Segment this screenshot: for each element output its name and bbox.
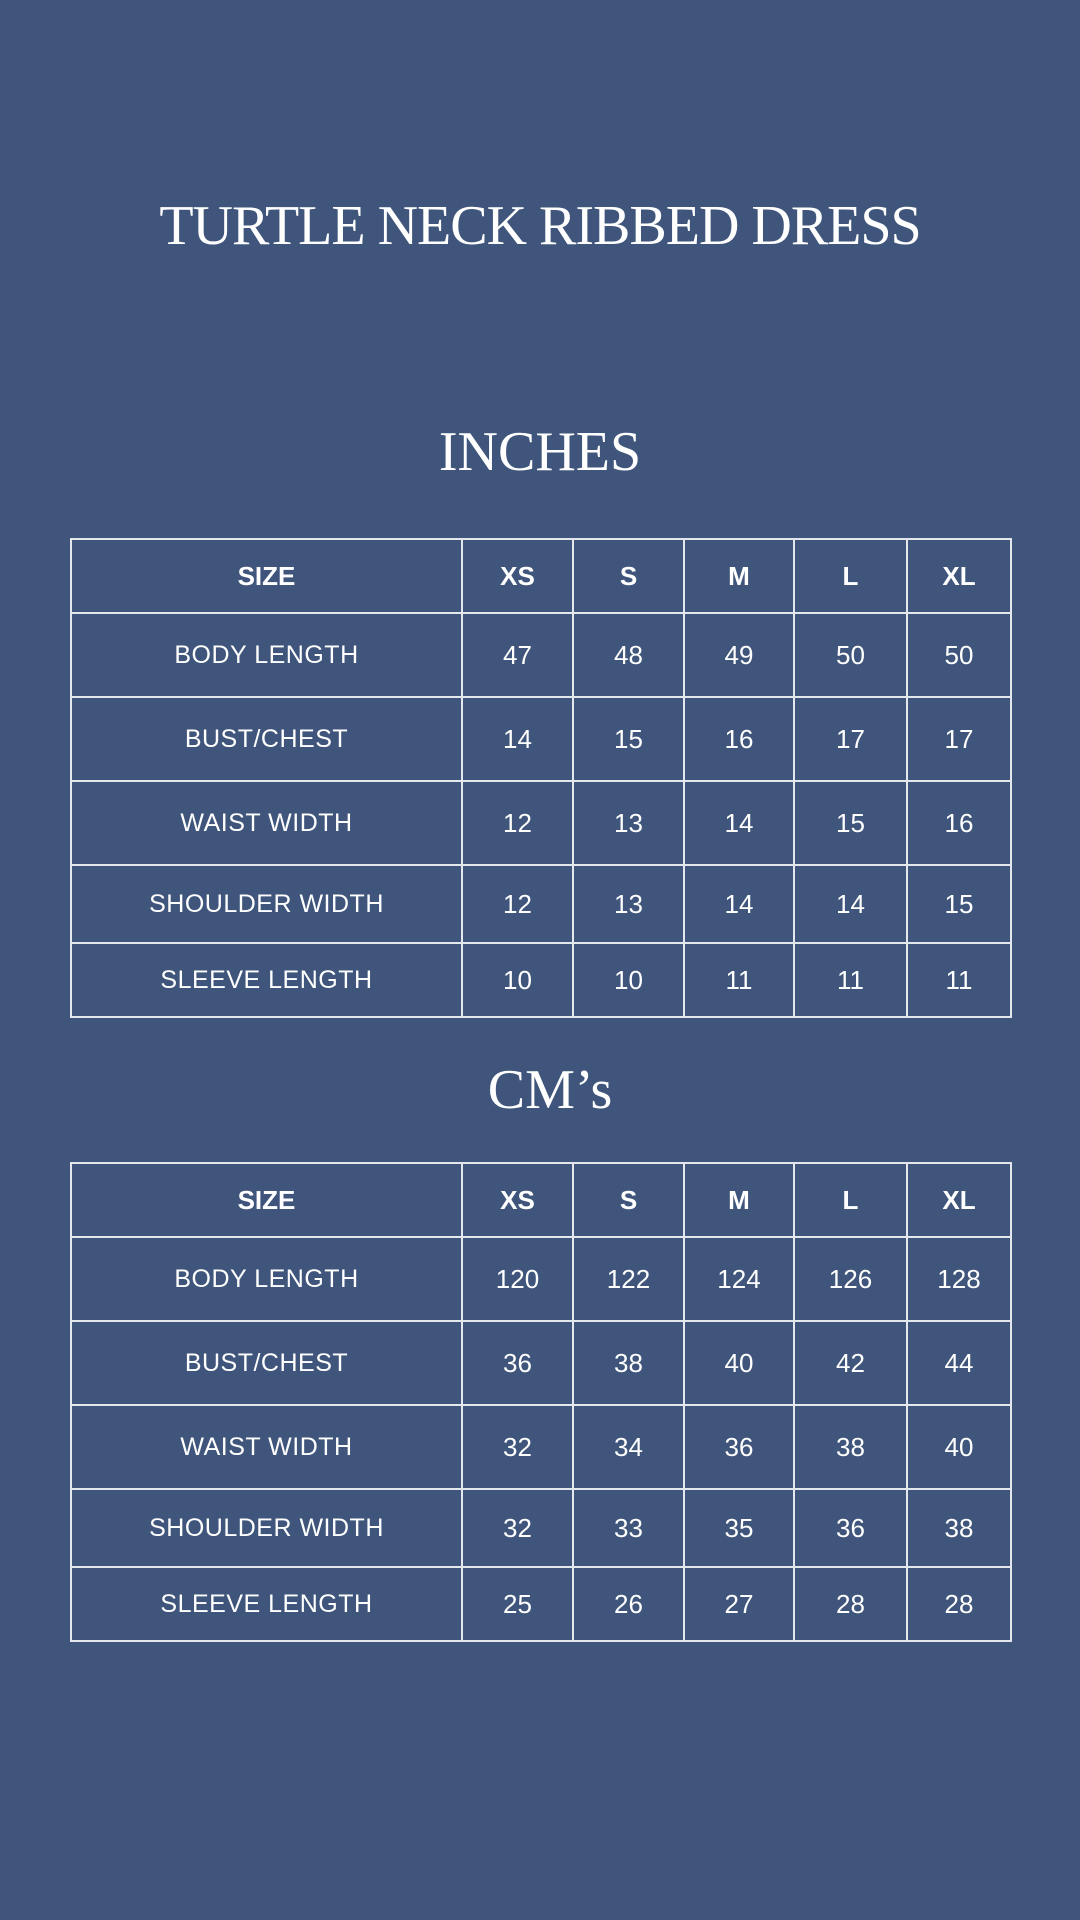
- header-cell-s: S: [573, 539, 684, 613]
- table-cell: 14: [684, 865, 794, 943]
- row-label: SLEEVE LENGTH: [71, 943, 462, 1017]
- table-cell: 40: [684, 1321, 794, 1405]
- table-cell: 13: [573, 781, 684, 865]
- header-cell-xs: XS: [462, 539, 573, 613]
- table-row: [71, 1237, 1011, 1321]
- header-cell-size: SIZE: [71, 539, 462, 613]
- table-cell: 26: [573, 1567, 684, 1641]
- table-cell: 15: [573, 697, 684, 781]
- table-cell: 32: [462, 1489, 573, 1567]
- row-label: WAIST WIDTH: [71, 781, 462, 865]
- table-cell: 44: [907, 1321, 1011, 1405]
- table-cell: 38: [907, 1489, 1011, 1567]
- table-header-row: [71, 539, 1011, 613]
- header-cell-l: L: [794, 539, 907, 613]
- table-cell: 11: [907, 943, 1011, 1017]
- table-cell: 38: [794, 1405, 907, 1489]
- table-cell: 50: [794, 613, 907, 697]
- table-row: [71, 613, 1011, 697]
- table-cell: 14: [462, 697, 573, 781]
- row-label: BUST/CHEST: [71, 1321, 462, 1405]
- table-cell: 15: [794, 781, 907, 865]
- row-label: BODY LENGTH: [71, 613, 462, 697]
- table-cell: 13: [573, 865, 684, 943]
- table-row: [71, 697, 1011, 781]
- table-cell: 124: [684, 1237, 794, 1321]
- table-cell: 35: [684, 1489, 794, 1567]
- row-label: BODY LENGTH: [71, 1237, 462, 1321]
- header-cell-size: SIZE: [71, 1163, 462, 1237]
- table-cell: 17: [794, 697, 907, 781]
- table-cell: 16: [907, 781, 1011, 865]
- table-cell: 120: [462, 1237, 573, 1321]
- table-cell: 122: [573, 1237, 684, 1321]
- header-cell-m: M: [684, 1163, 794, 1237]
- row-label: SLEEVE LENGTH: [71, 1567, 462, 1641]
- table-cell: 38: [573, 1321, 684, 1405]
- header-cell-s: S: [573, 1163, 684, 1237]
- table-cell: 36: [684, 1405, 794, 1489]
- page-title: TURTLE NECK RIBBED DRESS: [159, 195, 921, 257]
- header-cell-m: M: [684, 539, 794, 613]
- table-cell: 14: [684, 781, 794, 865]
- inches-size-table: [70, 538, 1012, 1018]
- table-cell: 34: [573, 1405, 684, 1489]
- table-row: [71, 865, 1011, 943]
- table-cell: 28: [907, 1567, 1011, 1641]
- table-cell: 47: [462, 613, 573, 697]
- table-cell: 17: [907, 697, 1011, 781]
- table-header-row: [71, 1163, 1011, 1237]
- table-cell: 36: [794, 1489, 907, 1567]
- header-cell-xs: XS: [462, 1163, 573, 1237]
- table-cell: 48: [573, 613, 684, 697]
- table-cell: 15: [907, 865, 1011, 943]
- header-cell-xl: XL: [907, 539, 1011, 613]
- table-row: [71, 943, 1011, 1017]
- row-label: SHOULDER WIDTH: [71, 865, 462, 943]
- table-cell: 11: [684, 943, 794, 1017]
- table-cell: 32: [462, 1405, 573, 1489]
- table-cell: 28: [794, 1567, 907, 1641]
- table-cell: 27: [684, 1567, 794, 1641]
- table-row: [71, 1321, 1011, 1405]
- table-cell: 42: [794, 1321, 907, 1405]
- cms-size-table: [70, 1162, 1012, 1642]
- table-cell: 25: [462, 1567, 573, 1641]
- header-cell-xl: XL: [907, 1163, 1011, 1237]
- table-row: [71, 1405, 1011, 1489]
- header-cell-l: L: [794, 1163, 907, 1237]
- table-row: [71, 781, 1011, 865]
- table-cell: 128: [907, 1237, 1011, 1321]
- table-cell: 10: [462, 943, 573, 1017]
- table-cell: 126: [794, 1237, 907, 1321]
- table-cell: 12: [462, 781, 573, 865]
- table-cell: 40: [907, 1405, 1011, 1489]
- row-label: SHOULDER WIDTH: [71, 1489, 462, 1567]
- inches-heading: INCHES: [438, 421, 642, 483]
- table-cell: 12: [462, 865, 573, 943]
- table-cell: 14: [794, 865, 907, 943]
- cms-heading: CM’s: [487, 1059, 613, 1121]
- table-row: [71, 1567, 1011, 1641]
- table-cell: 33: [573, 1489, 684, 1567]
- table-cell: 50: [907, 613, 1011, 697]
- row-label: BUST/CHEST: [71, 697, 462, 781]
- table-cell: 10: [573, 943, 684, 1017]
- table-cell: 49: [684, 613, 794, 697]
- table-row: [71, 1489, 1011, 1567]
- table-cell: 16: [684, 697, 794, 781]
- table-cell: 36: [462, 1321, 573, 1405]
- row-label: WAIST WIDTH: [71, 1405, 462, 1489]
- table-cell: 11: [794, 943, 907, 1017]
